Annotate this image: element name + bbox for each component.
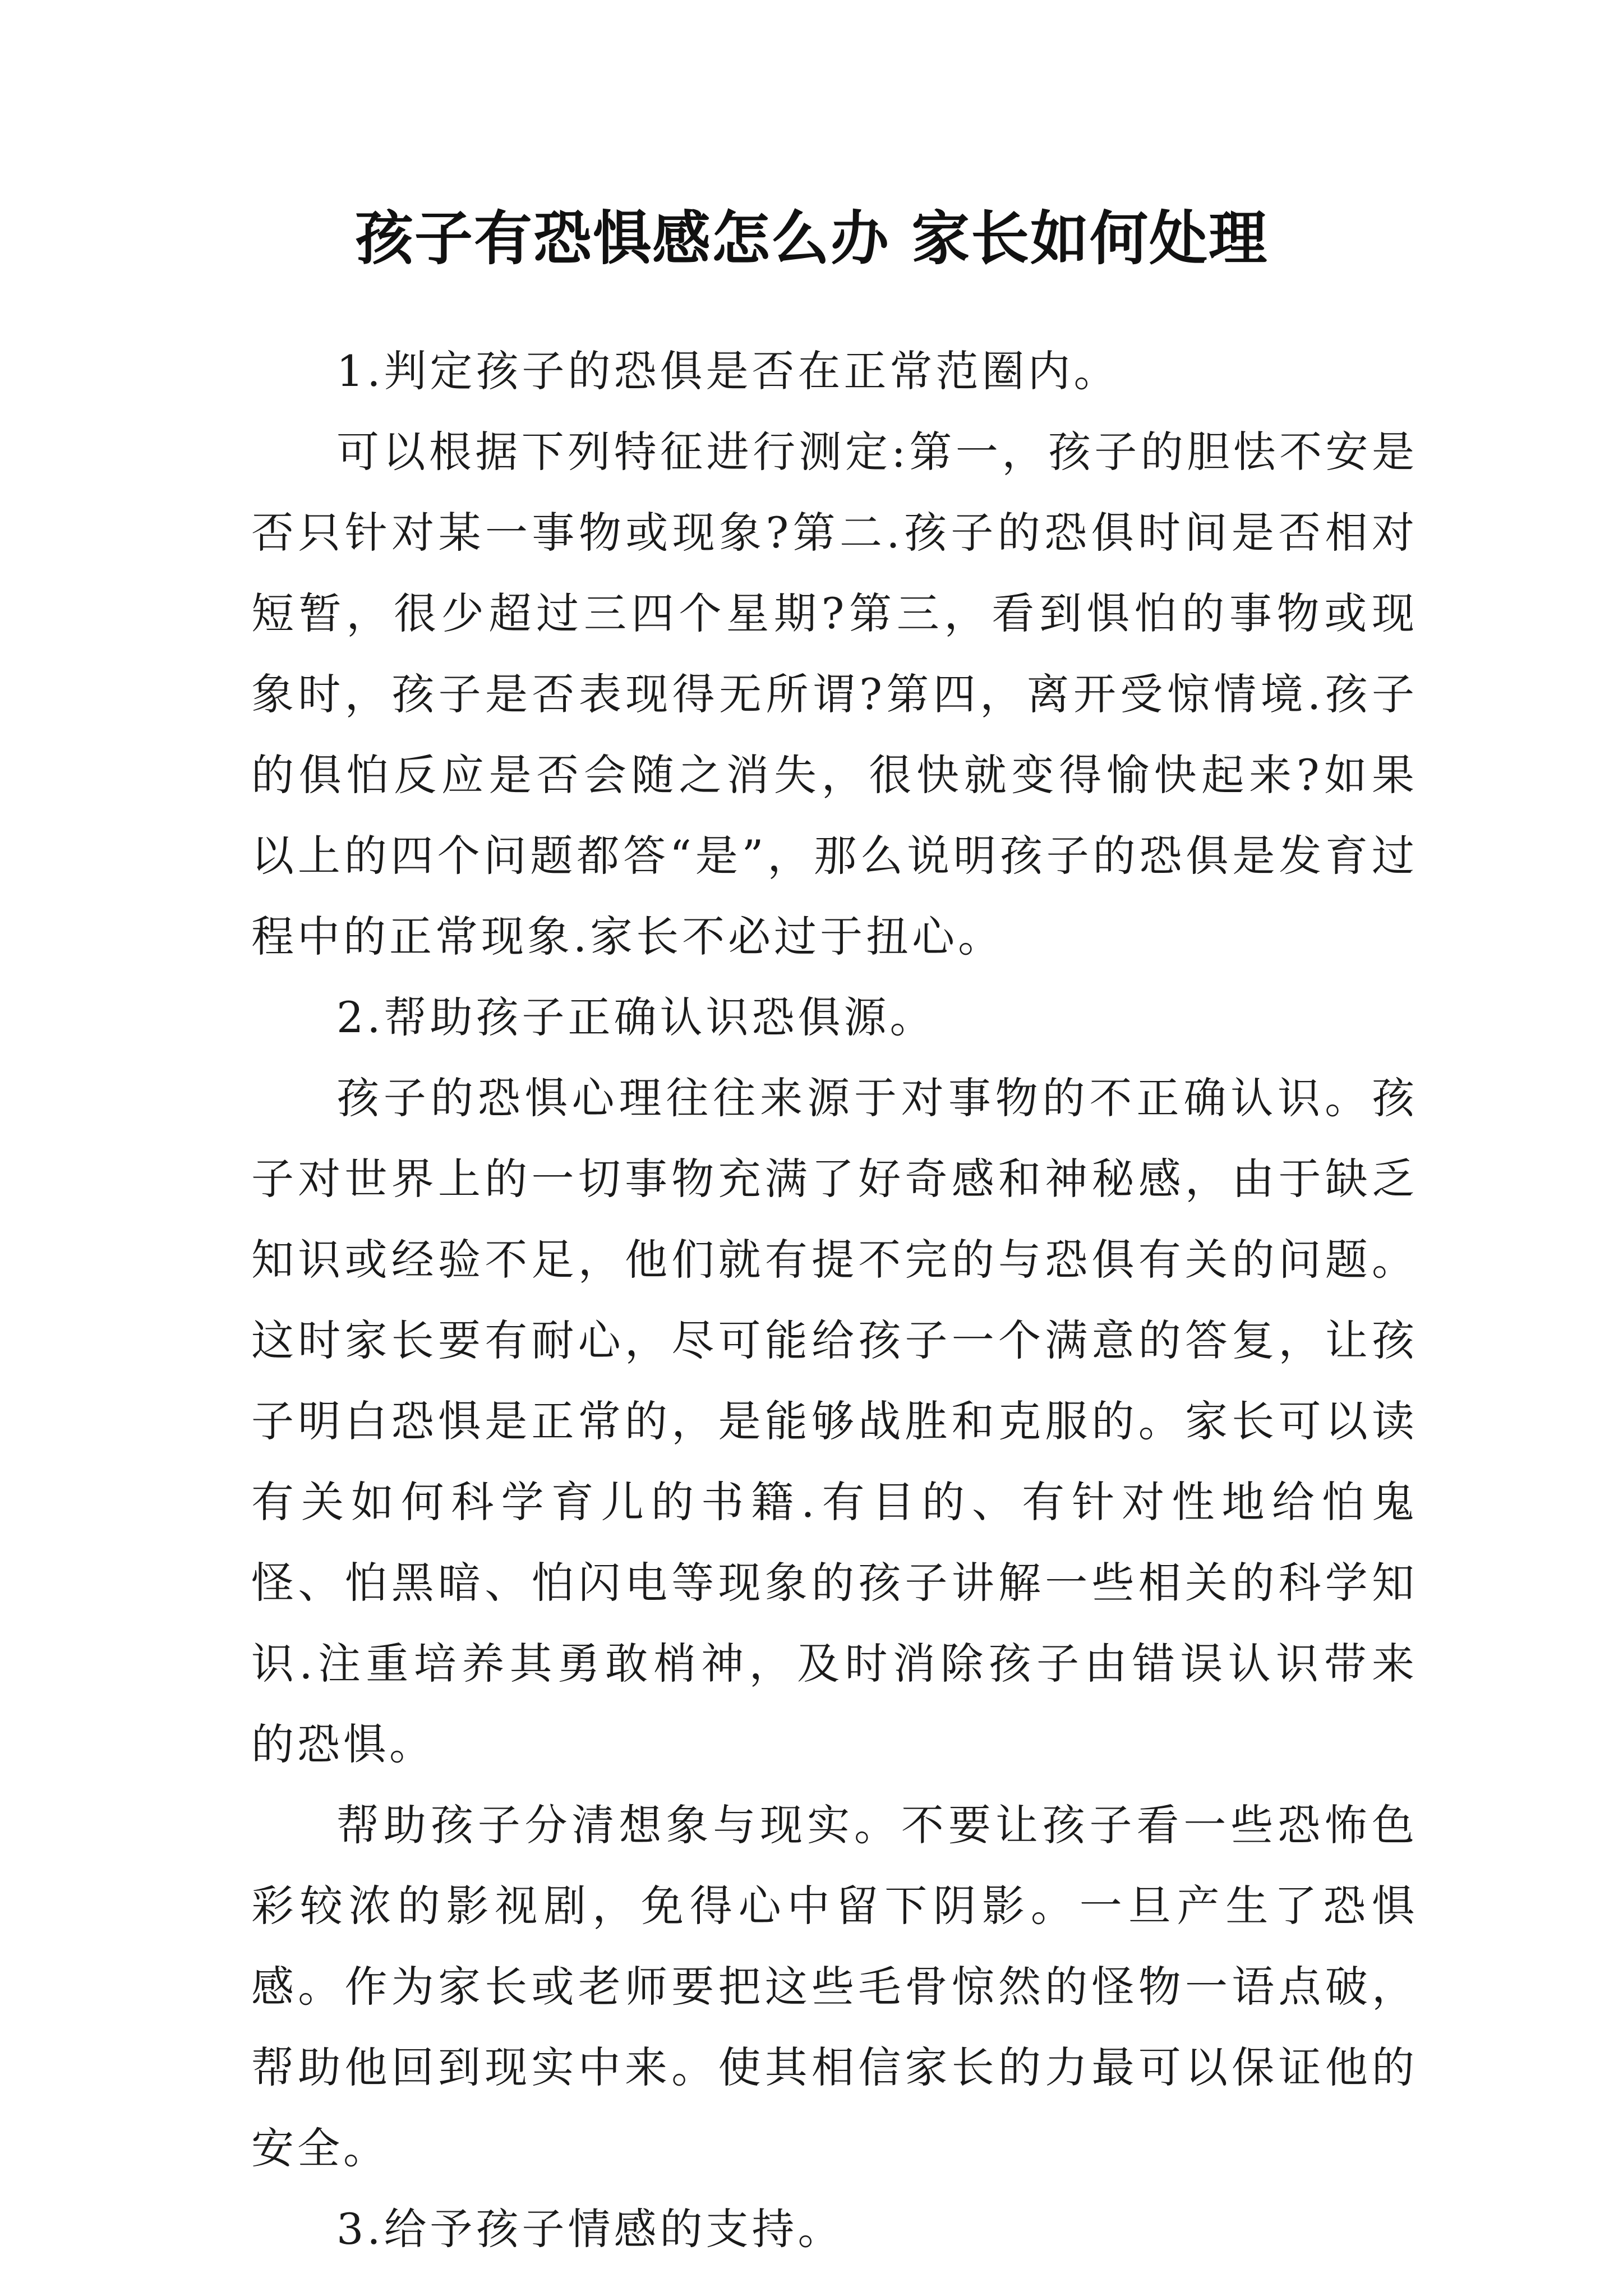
paragraph-heading-2: 2.帮助孩子正确认识恐俱源。 xyxy=(336,992,936,1042)
paragraph: 帮助孩子分清想象与现实。不要让孩子看一些恐怖色彩较浓的影视剧，免得心中留下阴影。一旦产生了恐惧感。作为家长或老师要把这些毛骨惊然的怪物一语点破，帮助他回到现实中来。使其相信家长的力最可以保证他的安全。 xyxy=(251,1800,1418,2173)
paragraph-heading-1: 1.判定孩子的恐俱是否在正常范圈内。 xyxy=(336,346,1120,396)
document-title: 孩子有恐惧感怎么办 家长如何处理 xyxy=(354,204,1269,273)
document-body xyxy=(251,331,1418,2270)
paragraph: 可以根据下列特征进行测定:第一，孩子的胆怯不安是否只针对某一事物或现象?第二.孩子的恐俱时间是否相对短暂，很少超过三四个星期?第三，看到惧怕的事物或现象时，孩子是否表现得无所谓?第四，离开受惊情境.孩子的俱怕反应是否会随之消失，很快就变得愉快起来?如果以上的四个问题都答“是”，那么说明孩子的恐俱是发育过程中的正常现象.家长不必过于扭心。 xyxy=(251,427,1418,961)
paragraph: 孩子的恐惧心理往往来源于对事物的不正确认识。孩子对世界上的一切事物充满了好奇感和神秘感，由于缺乏知识或经验不足，他们就有提不完的与恐俱有关的问题。这时家长要有耐心，尽可能给孩子一个满意的答复，让孩子明白恐惧是正常的，是能够战胜和克服的。家长可以读有关如何科学育儿的书籍.有目的、有针对性地给怕鬼怪、怕黑暗、怕闪电等现象的孩子讲解一些相关的科学知识.注重培养其勇敢梢神，及时消除孩子由错误认识带来的恐惧。 xyxy=(251,1073,1418,1769)
paragraph-heading-3: 3.给予孩子情感的支持。 xyxy=(336,2204,844,2254)
